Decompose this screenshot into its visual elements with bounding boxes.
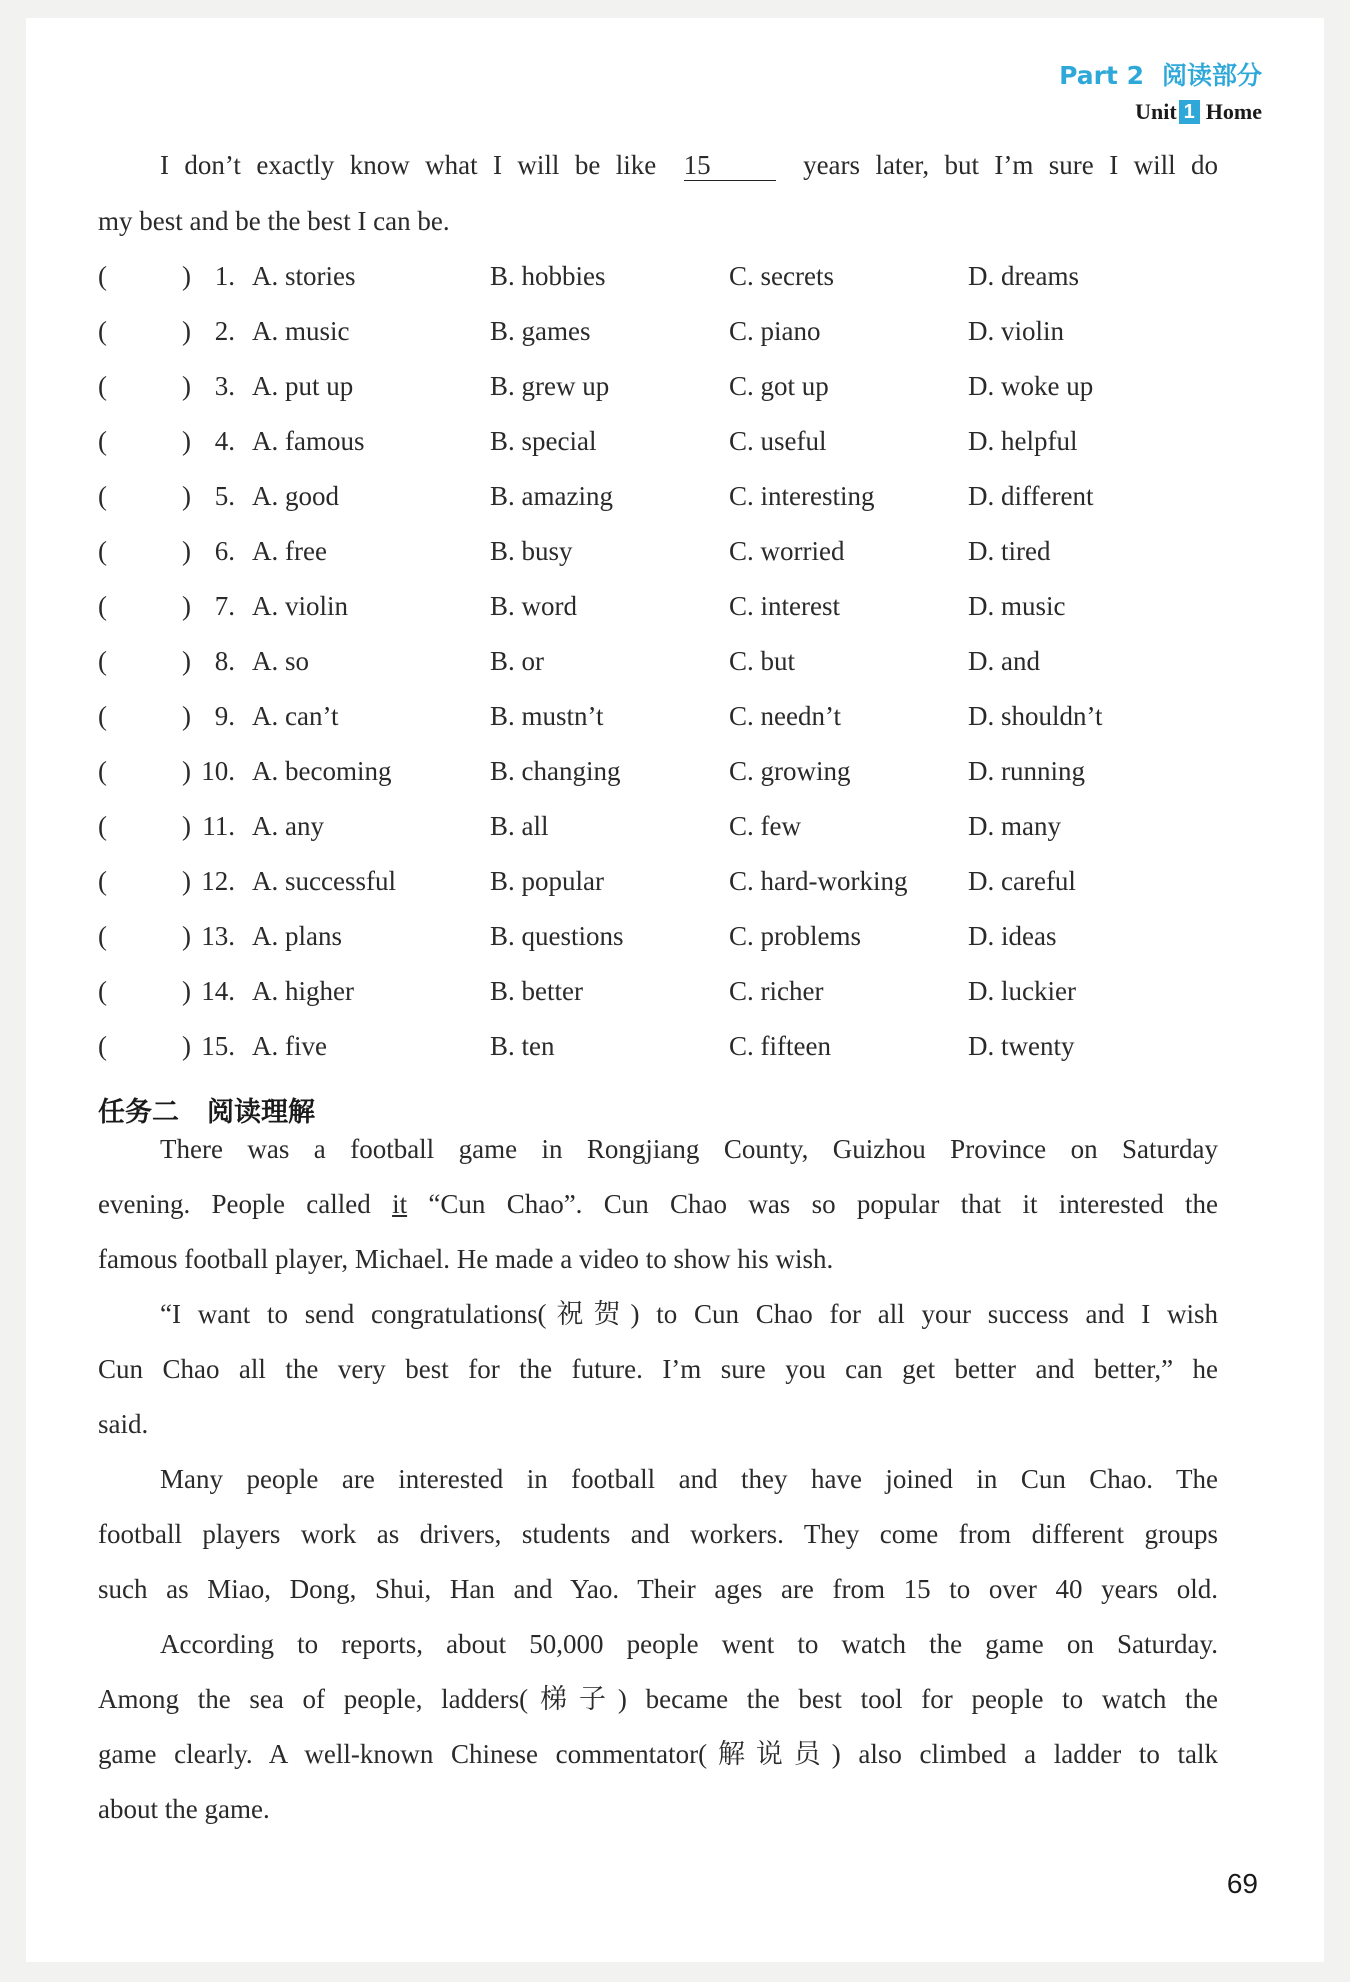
reading-line: According to reports, about 50,000 people went to watch the game on Saturday. <box>160 1629 1218 1659</box>
option-b: B. busy <box>490 536 573 566</box>
option-b: B. hobbies <box>490 261 606 291</box>
option-a: A. good <box>252 481 339 511</box>
passage-text: years later, but I’m sure I will do <box>803 150 1219 180</box>
reading-line: famous football player, Michael. He made a video to show his wish. <box>98 1244 834 1274</box>
reading-line <box>98 1187 1218 1221</box>
option-d: D. careful <box>968 866 1076 896</box>
option-d: D. ideas <box>968 921 1057 951</box>
unit-number-badge: 1 <box>1179 100 1200 124</box>
option-d: D. different <box>968 481 1094 511</box>
option-c: C. problems <box>729 921 861 951</box>
option-a: A. stories <box>252 261 356 291</box>
answer-paren-close: ) <box>182 536 191 566</box>
answer-paren-close: ) <box>182 976 191 1006</box>
reading-line: There was a football game in Rongjiang County, Guizhou Province on Saturday <box>160 1134 1218 1164</box>
option-d: D. dreams <box>968 261 1079 291</box>
question-number: 6. <box>214 536 235 566</box>
question-number: 12. <box>201 866 235 896</box>
answer-paren-close: ) <box>182 591 191 621</box>
answer-paren-close: ) <box>182 481 191 511</box>
option-b: B. popular <box>490 866 604 896</box>
reading-text: evening. People called <box>98 1189 371 1219</box>
answer-blank: 15 <box>684 150 776 181</box>
option-c: C. needn’t <box>729 701 841 731</box>
reading-line: said. <box>98 1409 149 1439</box>
answer-paren-open: ( <box>98 811 107 841</box>
option-b: B. amazing <box>490 481 613 511</box>
option-d: D. music <box>968 591 1066 621</box>
part-title: 阅读部分 <box>1161 61 1262 90</box>
reading-line: such as Miao, Dong, Shui, Han and Yao. Their ages are from 15 to over 40 years old. <box>98 1574 1218 1604</box>
question-row <box>98 589 1218 623</box>
question-number: 3. <box>214 371 235 401</box>
option-c: C. secrets <box>729 261 834 291</box>
unit-label: Unit <box>1135 99 1177 124</box>
question-row <box>98 424 1218 458</box>
question-row <box>98 699 1218 733</box>
answer-paren-close: ) <box>182 866 191 896</box>
unit-title: Home <box>1205 99 1262 124</box>
question-row <box>98 534 1218 568</box>
reading-line: Many people are interested in football and they have joined in Cun Chao. The <box>160 1464 1218 1494</box>
option-c: C. growing <box>729 756 851 786</box>
question-number: 14. <box>201 976 235 1006</box>
option-a: A. so <box>252 646 310 676</box>
option-a: A. successful <box>252 866 396 896</box>
option-d: D. twenty <box>968 1031 1075 1061</box>
question-number: 15. <box>201 1031 235 1061</box>
option-c: C. piano <box>729 316 821 346</box>
answer-paren-open: ( <box>98 481 107 511</box>
answer-paren-open: ( <box>98 426 107 456</box>
reading-line: “I want to send congratulations(祝贺) to Cun Chao for all your success and I wish <box>160 1299 1218 1329</box>
option-b: B. grew up <box>490 371 610 401</box>
option-b: B. games <box>490 316 591 346</box>
passage-line-1 <box>160 148 1218 182</box>
option-c: C. worried <box>729 536 845 566</box>
option-c: C. richer <box>729 976 824 1006</box>
option-d: D. and <box>968 646 1040 676</box>
answer-paren-open: ( <box>98 1031 107 1061</box>
question-row <box>98 809 1218 843</box>
passage-line-2: my best and be the best I can be. <box>98 206 450 236</box>
question-row <box>98 1029 1218 1063</box>
section-task: 任务二 <box>98 1097 179 1128</box>
question-row <box>98 919 1218 953</box>
page-number: 69 <box>1226 1868 1258 1899</box>
question-number: 9. <box>214 701 235 731</box>
option-d: D. shouldn’t <box>968 701 1103 731</box>
option-b: B. special <box>490 426 597 456</box>
answer-paren-open: ( <box>98 536 107 566</box>
option-d: D. luckier <box>968 976 1076 1006</box>
option-d: D. helpful <box>968 426 1078 456</box>
option-c: C. interest <box>729 591 840 621</box>
option-a: A. put up <box>252 371 354 401</box>
header-part <box>1059 56 1262 92</box>
question-number: 1. <box>214 261 235 291</box>
answer-paren-close: ) <box>182 701 191 731</box>
option-c: C. hard-working <box>729 866 908 896</box>
option-c: C. got up <box>729 371 829 401</box>
answer-paren-close: ) <box>182 426 191 456</box>
question-row <box>98 479 1218 513</box>
option-b: B. better <box>490 976 583 1006</box>
option-a: A. violin <box>252 591 349 621</box>
option-d: D. tired <box>968 536 1051 566</box>
reading-line: Among the sea of people, ladders(梯子) became the best tool for people to watch the <box>98 1684 1218 1714</box>
option-b: B. questions <box>490 921 624 951</box>
question-row <box>98 974 1218 1008</box>
section-title <box>98 1090 315 1129</box>
reading-text: “Cun Chao”. Cun Chao was so popular that it interested the <box>428 1189 1219 1219</box>
option-a: A. becoming <box>252 756 392 786</box>
section-name: 阅读理解 <box>207 1097 315 1128</box>
answer-paren-open: ( <box>98 756 107 786</box>
option-b: B. mustn’t <box>490 701 604 731</box>
answer-paren-close: ) <box>182 756 191 786</box>
reading-line: about the game. <box>98 1794 270 1824</box>
option-a: A. famous <box>252 426 365 456</box>
option-a: A. music <box>252 316 350 346</box>
answer-paren-close: ) <box>182 261 191 291</box>
question-number: 13. <box>201 921 235 951</box>
question-number: 2. <box>214 316 235 346</box>
answer-paren-open: ( <box>98 701 107 731</box>
option-c: C. useful <box>729 426 827 456</box>
option-b: B. word <box>490 591 577 621</box>
header-unit <box>1135 99 1262 125</box>
option-d: D. violin <box>968 316 1065 346</box>
answer-paren-close: ) <box>182 811 191 841</box>
question-number: 11. <box>202 811 235 841</box>
question-row <box>98 644 1218 678</box>
answer-paren-open: ( <box>98 316 107 346</box>
answer-paren-close: ) <box>182 1031 191 1061</box>
question-row <box>98 864 1218 898</box>
answer-paren-open: ( <box>98 921 107 951</box>
answer-paren-open: ( <box>98 371 107 401</box>
question-number: 4. <box>214 426 235 456</box>
reading-line: game clearly. A well-known Chinese commentator(解说员) also climbed a ladder to talk <box>98 1739 1218 1769</box>
option-d: D. many <box>968 811 1061 841</box>
question-number: 5. <box>214 481 235 511</box>
option-a: A. higher <box>252 976 354 1006</box>
reading-line: Cun Chao all the very best for the future. I’m sure you can get better and better,” he <box>98 1354 1218 1384</box>
question-row <box>98 754 1218 788</box>
option-d: D. woke up <box>968 371 1094 401</box>
answer-paren-open: ( <box>98 591 107 621</box>
option-a: A. free <box>252 536 327 566</box>
answer-paren-open: ( <box>98 646 107 676</box>
option-c: C. interesting <box>729 481 875 511</box>
answer-paren-close: ) <box>182 921 191 951</box>
question-row <box>98 259 1218 293</box>
passage-text: I don’t exactly know what I will be like <box>160 150 657 180</box>
part-label: Part 2 <box>1059 61 1144 90</box>
question-row <box>98 314 1218 348</box>
answer-paren-close: ) <box>182 316 191 346</box>
option-b: B. ten <box>490 1031 555 1061</box>
answer-paren-open: ( <box>98 976 107 1006</box>
option-b: B. changing <box>490 756 621 786</box>
option-a: A. any <box>252 811 324 841</box>
option-c: C. fifteen <box>729 1031 831 1061</box>
reading-line: football players work as drivers, students and workers. They come from different groups <box>98 1519 1218 1549</box>
underlined-word: it <box>392 1189 408 1219</box>
option-a: A. can’t <box>252 701 339 731</box>
question-number: 7. <box>214 591 235 621</box>
option-a: A. five <box>252 1031 327 1061</box>
answer-paren-close: ) <box>182 646 191 676</box>
option-a: A. plans <box>252 921 342 951</box>
question-row <box>98 369 1218 403</box>
question-number: 8. <box>214 646 235 676</box>
option-b: B. all <box>490 811 549 841</box>
option-b: B. or <box>490 646 544 676</box>
answer-paren-open: ( <box>98 261 107 291</box>
answer-paren-close: ) <box>182 371 191 401</box>
answer-paren-open: ( <box>98 866 107 896</box>
option-d: D. running <box>968 756 1085 786</box>
option-c: C. few <box>729 811 801 841</box>
question-number: 10. <box>201 756 235 786</box>
option-c: C. but <box>729 646 796 676</box>
